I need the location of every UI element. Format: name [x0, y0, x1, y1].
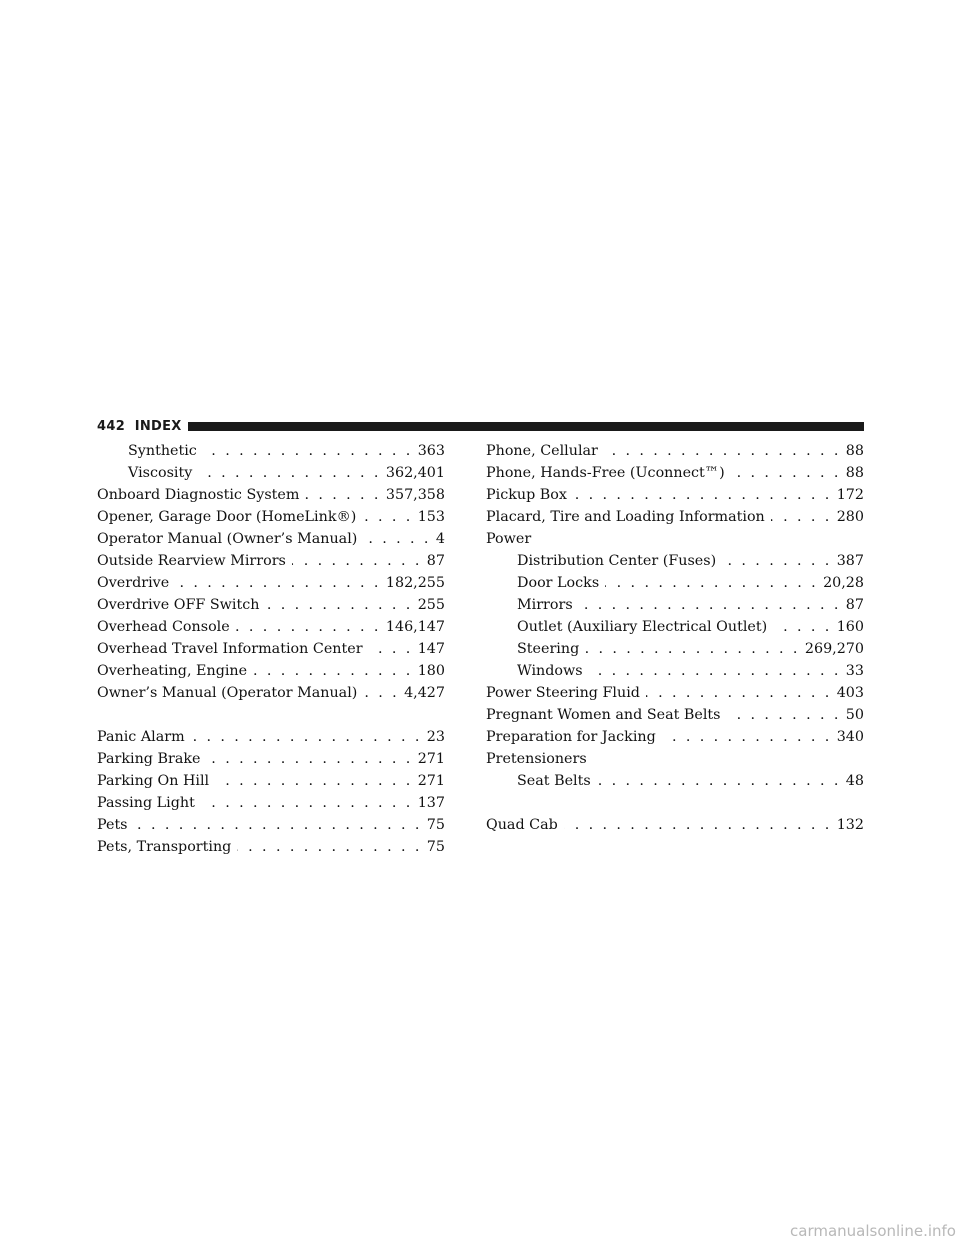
index-page-ref: 4 — [435, 531, 445, 547]
index-subentry — [97, 440, 445, 462]
dot-leader — [605, 572, 818, 594]
index-entry — [97, 726, 445, 748]
index-spacer — [97, 704, 445, 726]
index-page-ref: 75 — [426, 817, 445, 833]
index-entry — [97, 594, 445, 616]
dot-leader — [305, 484, 380, 506]
index-page-ref: 87 — [426, 553, 445, 569]
dot-leader — [236, 616, 381, 638]
dot-leader — [362, 506, 412, 528]
index-page-ref: 160 — [836, 619, 864, 635]
index-page-ref: 363 — [417, 443, 445, 459]
index-term: Viscosity — [128, 465, 193, 481]
dot-leader — [134, 814, 422, 836]
index-term: Steering — [517, 641, 580, 657]
index-page-ref: 50 — [845, 707, 864, 723]
dot-leader — [727, 704, 841, 726]
index-term: Overdrive — [97, 575, 170, 591]
dot-leader — [198, 462, 381, 484]
dot-leader — [253, 660, 413, 682]
dot-leader — [265, 594, 412, 616]
index-term: Pets — [97, 817, 128, 833]
index-term: Pickup Box — [486, 487, 567, 503]
index-term: Overhead Console — [97, 619, 230, 635]
index-term: Passing Light — [97, 795, 195, 811]
header-rule — [188, 422, 864, 431]
index-subentry — [486, 638, 864, 660]
index-page-ref: 153 — [417, 509, 445, 525]
dot-leader — [564, 814, 832, 836]
index-page-ref: 269,270 — [804, 641, 864, 657]
index-subentry — [97, 462, 445, 484]
index-term: Overhead Travel Information Center — [97, 641, 363, 657]
index-page-ref: 87 — [845, 597, 864, 613]
index-term: Parking Brake — [97, 751, 201, 767]
index-entry — [97, 638, 445, 660]
index-term: Panic Alarm — [97, 729, 185, 745]
index-term: Onboard Diagnostic System — [97, 487, 300, 503]
index-term: Outlet (Auxiliary Electrical Outlet) — [517, 619, 768, 635]
dot-leader — [237, 836, 421, 858]
index-term: Synthetic — [128, 443, 197, 459]
index-subentry — [486, 550, 864, 572]
index-entry — [486, 484, 864, 506]
index-page-ref: 88 — [845, 443, 864, 459]
index-page-ref: 340 — [836, 729, 864, 745]
index-term: Mirrors — [517, 597, 573, 613]
index-page-ref: 362,401 — [385, 465, 445, 481]
index-page-ref: 20,28 — [823, 575, 864, 591]
index-entry — [97, 550, 445, 572]
index-subentry — [486, 616, 864, 638]
index-page-ref: 172 — [836, 487, 864, 503]
index-entry — [97, 770, 445, 792]
index-page-ref: 387 — [836, 553, 864, 569]
index-entry — [97, 748, 445, 770]
index-entry — [97, 572, 445, 594]
dot-leader — [363, 682, 399, 704]
index-term: Seat Belts — [517, 773, 591, 789]
index-entry — [486, 506, 864, 528]
index-page-ref: 271 — [417, 751, 445, 767]
index-spacer — [486, 792, 864, 814]
index-page-ref: 146,147 — [385, 619, 445, 635]
dot-leader — [604, 440, 841, 462]
index-term: Overheating, Engine — [97, 663, 248, 679]
dot-leader — [215, 770, 413, 792]
index-entry — [486, 726, 864, 748]
index-entry — [97, 814, 445, 836]
index-entry — [486, 462, 864, 484]
index-entry — [97, 792, 445, 814]
page-header — [97, 417, 864, 435]
dot-leader — [731, 462, 841, 484]
index-column-right — [486, 440, 864, 836]
dot-leader — [175, 572, 381, 594]
index-page-ref: 271 — [417, 773, 445, 789]
index-page-ref: 180 — [417, 663, 445, 679]
index-page-ref: 23 — [426, 729, 445, 745]
index-page-ref: 132 — [836, 817, 864, 833]
dot-leader — [573, 484, 832, 506]
index-entry — [486, 440, 864, 462]
index-page-ref: 182,255 — [385, 575, 445, 591]
index-term: Parking On Hill — [97, 773, 210, 789]
index-term: Pregnant Women and Seat Belts — [486, 707, 721, 723]
dot-leader — [773, 616, 832, 638]
index-term: Door Locks — [517, 575, 600, 591]
index-entry — [486, 528, 864, 550]
index-page-ref: 357,358 — [385, 487, 445, 503]
section-title: INDEX — [134, 418, 182, 434]
index-term: Preparation for Jacking — [486, 729, 656, 745]
dot-leader — [369, 638, 413, 660]
dot-leader — [585, 638, 800, 660]
index-term: Phone, Hands-Free (Uconnect™) — [486, 465, 725, 481]
index-subentry — [486, 572, 864, 594]
index-term: Power Steering Fluid — [486, 685, 640, 701]
dot-leader — [206, 748, 412, 770]
dot-leader — [203, 440, 413, 462]
index-term: Pretensioners — [486, 751, 587, 767]
index-term: Placard, Tire and Loading Information — [486, 509, 765, 525]
index-page-ref: 88 — [845, 465, 864, 481]
index-entry — [97, 484, 445, 506]
index-entry — [97, 616, 445, 638]
dot-leader — [191, 726, 422, 748]
index-entry — [97, 682, 445, 704]
page-header-label — [97, 419, 182, 434]
index-term: Power — [486, 531, 532, 547]
watermark: carmanualsonline.info — [790, 1222, 956, 1240]
dot-leader — [597, 770, 841, 792]
index-page-ref: 280 — [836, 509, 864, 525]
index-subentry — [486, 594, 864, 616]
index-page-ref: 403 — [836, 685, 864, 701]
index-entry — [486, 814, 864, 836]
dot-leader — [201, 792, 413, 814]
index-term: Owner’s Manual (Operator Manual) — [97, 685, 358, 701]
dot-leader — [589, 660, 841, 682]
index-page-ref: 4,427 — [404, 685, 445, 701]
index-page-ref: 255 — [417, 597, 445, 613]
index-column-left — [97, 440, 445, 858]
index-term: Operator Manual (Owner’s Manual) — [97, 531, 358, 547]
dot-leader — [646, 682, 832, 704]
index-subentry — [486, 770, 864, 792]
index-page-ref: 147 — [417, 641, 445, 657]
index-entry — [97, 528, 445, 550]
page-number: 442 — [97, 418, 126, 434]
index-subentry — [486, 660, 864, 682]
index-entry — [97, 836, 445, 858]
index-entry — [486, 748, 864, 770]
index-term: Outside Rearview Mirrors — [97, 553, 286, 569]
index-page-ref: 33 — [845, 663, 864, 679]
index-page-ref: 48 — [845, 773, 864, 789]
index-entry — [486, 682, 864, 704]
index-term: Windows — [517, 663, 583, 679]
index-page-ref: 137 — [417, 795, 445, 811]
index-term: Distribution Center (Fuses) — [517, 553, 717, 569]
index-entry — [486, 704, 864, 726]
index-term: Quad Cab — [486, 817, 558, 833]
index-term: Pets, Transporting — [97, 839, 232, 855]
index-entry — [97, 506, 445, 528]
dot-leader — [363, 528, 431, 550]
index-term: Overdrive OFF Switch — [97, 597, 260, 613]
dot-leader — [662, 726, 832, 748]
dot-leader — [579, 594, 841, 616]
dot-leader — [722, 550, 832, 572]
index-term: Opener, Garage Door (HomeLink®) — [97, 509, 357, 525]
dot-leader — [292, 550, 422, 572]
dot-leader — [771, 506, 832, 528]
index-page-ref: 75 — [426, 839, 445, 855]
index-term: Phone, Cellular — [486, 443, 598, 459]
index-entry — [97, 660, 445, 682]
